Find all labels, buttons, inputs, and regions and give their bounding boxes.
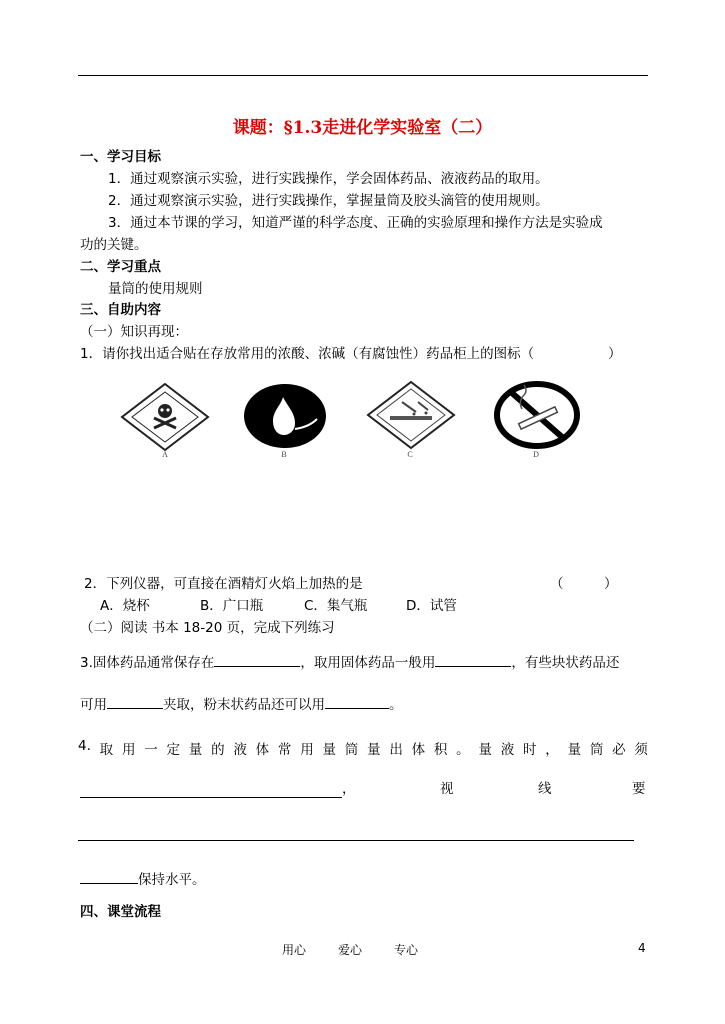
q4-char: 定: [166, 742, 181, 758]
footer-motto-1: 用心: [282, 943, 307, 957]
header-rule: [78, 75, 648, 76]
q4-blank-1[interactable]: [80, 797, 342, 798]
question-3-line-2: [80, 694, 403, 714]
q4-char: 筒: [344, 742, 359, 758]
q4-char: 筒: [589, 742, 604, 758]
icon-label-a: A: [162, 450, 168, 459]
subsection-reading: （二）阅读 书本 18-20 页，完成下列练习: [80, 620, 335, 636]
question-3-line-1: [80, 652, 619, 672]
q4-char: 须: [634, 742, 648, 758]
question-2: 2．下列仪器，可直接在酒精灯火焰上加热的是: [84, 576, 363, 592]
q4-word-2: 线: [538, 781, 552, 797]
option-b: B．广口瓶: [200, 598, 264, 614]
q3-text-c: ，有些块状药品还: [511, 655, 620, 671]
q4-char: 体: [255, 742, 270, 758]
q4-char: 用: [121, 742, 136, 758]
question-2-paren-close: ）: [604, 576, 618, 592]
section-2-heading: 二、学习重点: [80, 259, 161, 275]
option-c: C．集气瓶: [304, 598, 368, 614]
q4-char: 出: [389, 742, 403, 758]
question-1: 1．请你找出适合贴在存放常用的浓酸、浓碱（有腐蚀性）药品柜上的图标（: [80, 346, 535, 362]
goal-item-3-cont: 功的关键。: [80, 237, 148, 253]
q3-blank-1[interactable]: [214, 652, 300, 667]
q3-text-d: 可用: [80, 697, 107, 713]
icon-label-c: C: [407, 450, 413, 459]
page-title: 课题：§1.3走进化学实验室（二）: [232, 118, 493, 138]
q4-char: 量: [322, 742, 336, 758]
q3-text-f: 。: [389, 697, 403, 713]
option-d: D．试管: [406, 598, 457, 614]
q4-char: 量: [188, 742, 203, 758]
q3-blank-2[interactable]: [435, 652, 511, 667]
q3-text-a: 3.固体药品通常保存在: [80, 655, 215, 671]
q4-char: 常: [277, 742, 292, 758]
key-point-text: 量筒的使用规则: [108, 281, 203, 297]
q3-text-e: 夹取，粉末状药品还可以用: [163, 697, 325, 713]
q4-char: 的: [211, 742, 225, 758]
q4-char: 量: [478, 742, 492, 758]
goal-item-3: 3．通过本节课的学习，知道严谨的科学态度、正确的实验原理和操作方法是实验成: [108, 215, 603, 231]
goal-item-1: 1．通过观察演示实验，进行实践操作，学会固体药品、液液药品的取用。: [108, 171, 549, 187]
goal-item-2: 2．通过观察演示实验，进行实践操作，掌握量筒及胶头滴管的使用规则。: [108, 193, 549, 209]
flammable-icon: [243, 383, 328, 449]
toxic-icon: [120, 382, 210, 452]
icon-label-b: B: [281, 450, 287, 459]
q4-char: 液: [233, 742, 247, 758]
q4-char: 4.: [78, 738, 91, 754]
q4-end-text: 保持水平。: [138, 872, 206, 888]
footer-motto-2: 爱心: [338, 943, 363, 957]
footer-motto-3: 专心: [394, 943, 419, 957]
q4-char: 体: [411, 742, 426, 758]
q4-char: 必: [612, 742, 626, 758]
q4-word-1: 视: [440, 781, 454, 797]
q4-line-3: [80, 869, 206, 889]
option-a: A．烧杯: [100, 598, 150, 614]
q4-char: 时: [523, 742, 537, 758]
section-4-heading: 四、课堂流程: [80, 904, 161, 920]
section-3-heading: 三、自助内容: [80, 302, 161, 318]
question-2-paren-open: （: [550, 576, 564, 592]
q4-comma: ，: [342, 781, 356, 797]
q4-char: 量: [367, 742, 381, 758]
q3-text-b: ，取用固体药品一般用: [300, 655, 436, 671]
page-number: 4: [638, 941, 646, 955]
q4-char: 量: [567, 742, 582, 758]
q4-word-3: 要: [632, 781, 646, 797]
subsection-knowledge-review: （一）知识再现：: [80, 324, 188, 340]
q4-char: 用: [300, 742, 314, 758]
q4-char: 液: [500, 742, 515, 758]
icon-label-d: D: [533, 450, 539, 459]
question-1-paren-close: ）: [608, 346, 622, 362]
q4-char: 取: [99, 742, 114, 758]
corrosive-icon: [366, 380, 456, 450]
q4-blank-2[interactable]: [78, 840, 634, 841]
q4-char: 一: [144, 742, 158, 758]
q4-char: 。: [456, 742, 470, 758]
q4-char: 积: [433, 742, 448, 758]
section-1-heading: 一、学习目标: [80, 149, 161, 165]
q4-blank-3[interactable]: [80, 869, 138, 884]
q3-blank-4[interactable]: [325, 694, 389, 709]
no-smoking-icon: [492, 381, 582, 449]
q3-blank-3[interactable]: [107, 694, 163, 709]
q4-char: ，: [545, 742, 559, 758]
question-4-line-1: [78, 738, 648, 758]
